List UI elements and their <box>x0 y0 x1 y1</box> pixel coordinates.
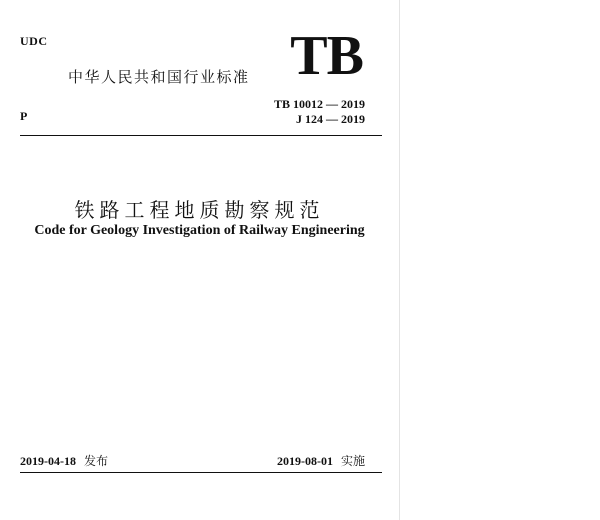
standard-codes <box>274 97 365 127</box>
effective-date: 2019-08-01 <box>276 454 333 468</box>
classification-label: P <box>20 109 28 123</box>
standard-number: TB 10012 — 2019 <box>273 97 365 111</box>
document-title-en: Code for Geology Investigation of Railway Engineering <box>34 223 365 238</box>
record-number: J 124 — 2019 <box>296 112 365 126</box>
document-title-zh: 铁路工程地质勘察规范 <box>74 198 325 222</box>
standard-category: 中华人民共和国行业标准 <box>68 68 250 86</box>
udc-label: UDC <box>20 34 48 48</box>
issue-label: 发布 <box>84 454 109 468</box>
tb-logo: TB <box>290 25 363 87</box>
issue-info <box>20 452 108 469</box>
effective-label: 实施 <box>340 454 365 468</box>
bottom-divider <box>20 472 382 473</box>
issue-date: 2019-04-18 <box>20 454 76 468</box>
effective-info <box>277 452 365 469</box>
blank-area <box>400 0 600 520</box>
top-divider <box>20 135 382 136</box>
